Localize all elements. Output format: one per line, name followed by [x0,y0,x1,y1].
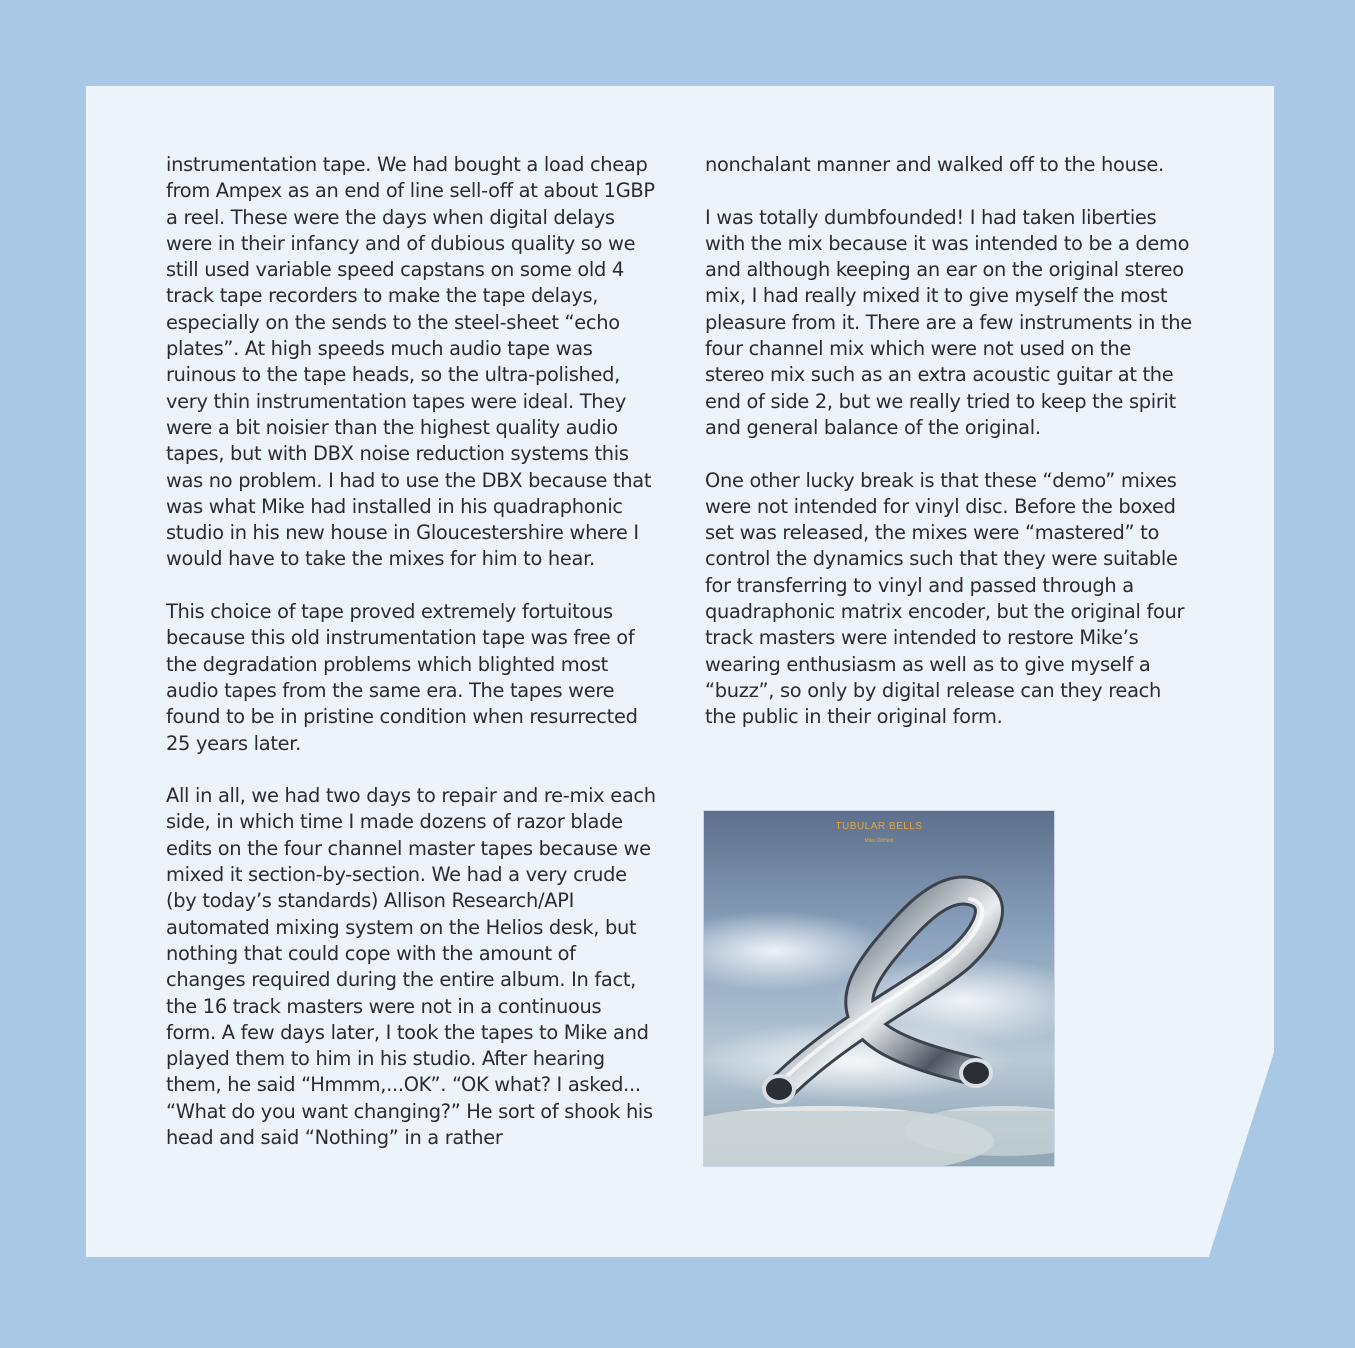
left-text-column [166,152,656,1178]
paragraph: I was totally dumbfounded! I had taken liberties with the mix because it was intended to be a demo and although keeping an ear on the original stereo mix, I had really mixed it to give myself the most pleasure from it. There are a few instruments in the four channel mix which were not used on the stereo mix such as an extra acoustic guitar at the end of side 2, but we really tried to keep the spirit and general balance of the original. [705,205,1192,439]
album-cover-image [703,810,1055,1167]
album-artist: Mike Oldfield [864,838,894,844]
paragraph: nonchalant manner and walked off to the house. [705,153,1164,176]
album-title: TUBULAR BELLS [835,821,923,832]
album-cover-artwork [704,811,1054,1166]
paragraph: This choice of tape proved extremely fortuitous because this old instrumentation tape was free of the degradation problems which blighted most audio tapes from the same era. The tapes were found to be in pristine condition when resurrected 25 years later. [166,600,638,755]
paragraph: All in all, we had two days to repair and re-mix each side, in which time I made dozens of razor blade edits on the four channel master tapes because we mixed it section-by-section. We had a very crude (by today’s standards) Allison Research/API automated mixing system on the Helios desk, but nothing that could cope with the amount of changes required during the entire album. In fact, the 16 track masters were not in a continuous form. A few days later, I took the tapes to Mike and played them to him in his studio. After hearing them, he said “Hmmm,...OK”. “OK what? I asked... “What do you want changing?” He sort of shook his head and said “Nothing” in a rather [166,784,656,1149]
paragraph: instrumentation tape. We had bought a load cheap from Ampex as an end of line sell-off at about 1GBP a reel. These were the days when digital delays were in their infancy and of dubious quality so we still used variable speed capstans on some old 4 track tape recorders to make the tape delays, especially on the sends to the steel-sheet “echo plates”. At high speeds much audio tape was ruinous to the tape heads, so the ultra-polished, very thin instrumentation tapes were ideal. They were a bit noisier than the highest quality audio tapes, but with DBX noise reduction systems this was no problem. I had to use the DBX because that was what Mike had installed in his quadraphonic studio in his new house in Gloucestershire where I would have to take the mixes for him to hear. [166,153,655,571]
right-text-column [705,152,1195,757]
paragraph: One other lucky break is that these “demo” mixes were not intended for vinyl disc. Before the boxed set was released, the mixes were “mastered” to control the dynamics such that they were suitable for transferring to vinyl and passed through a quadraphonic matrix encoder, but the original four track masters were intended to restore Mike’s wearing enthusiasm as well as to give myself a “buzz”, so only by digital release can they reach the public in their original form. [705,468,1185,729]
